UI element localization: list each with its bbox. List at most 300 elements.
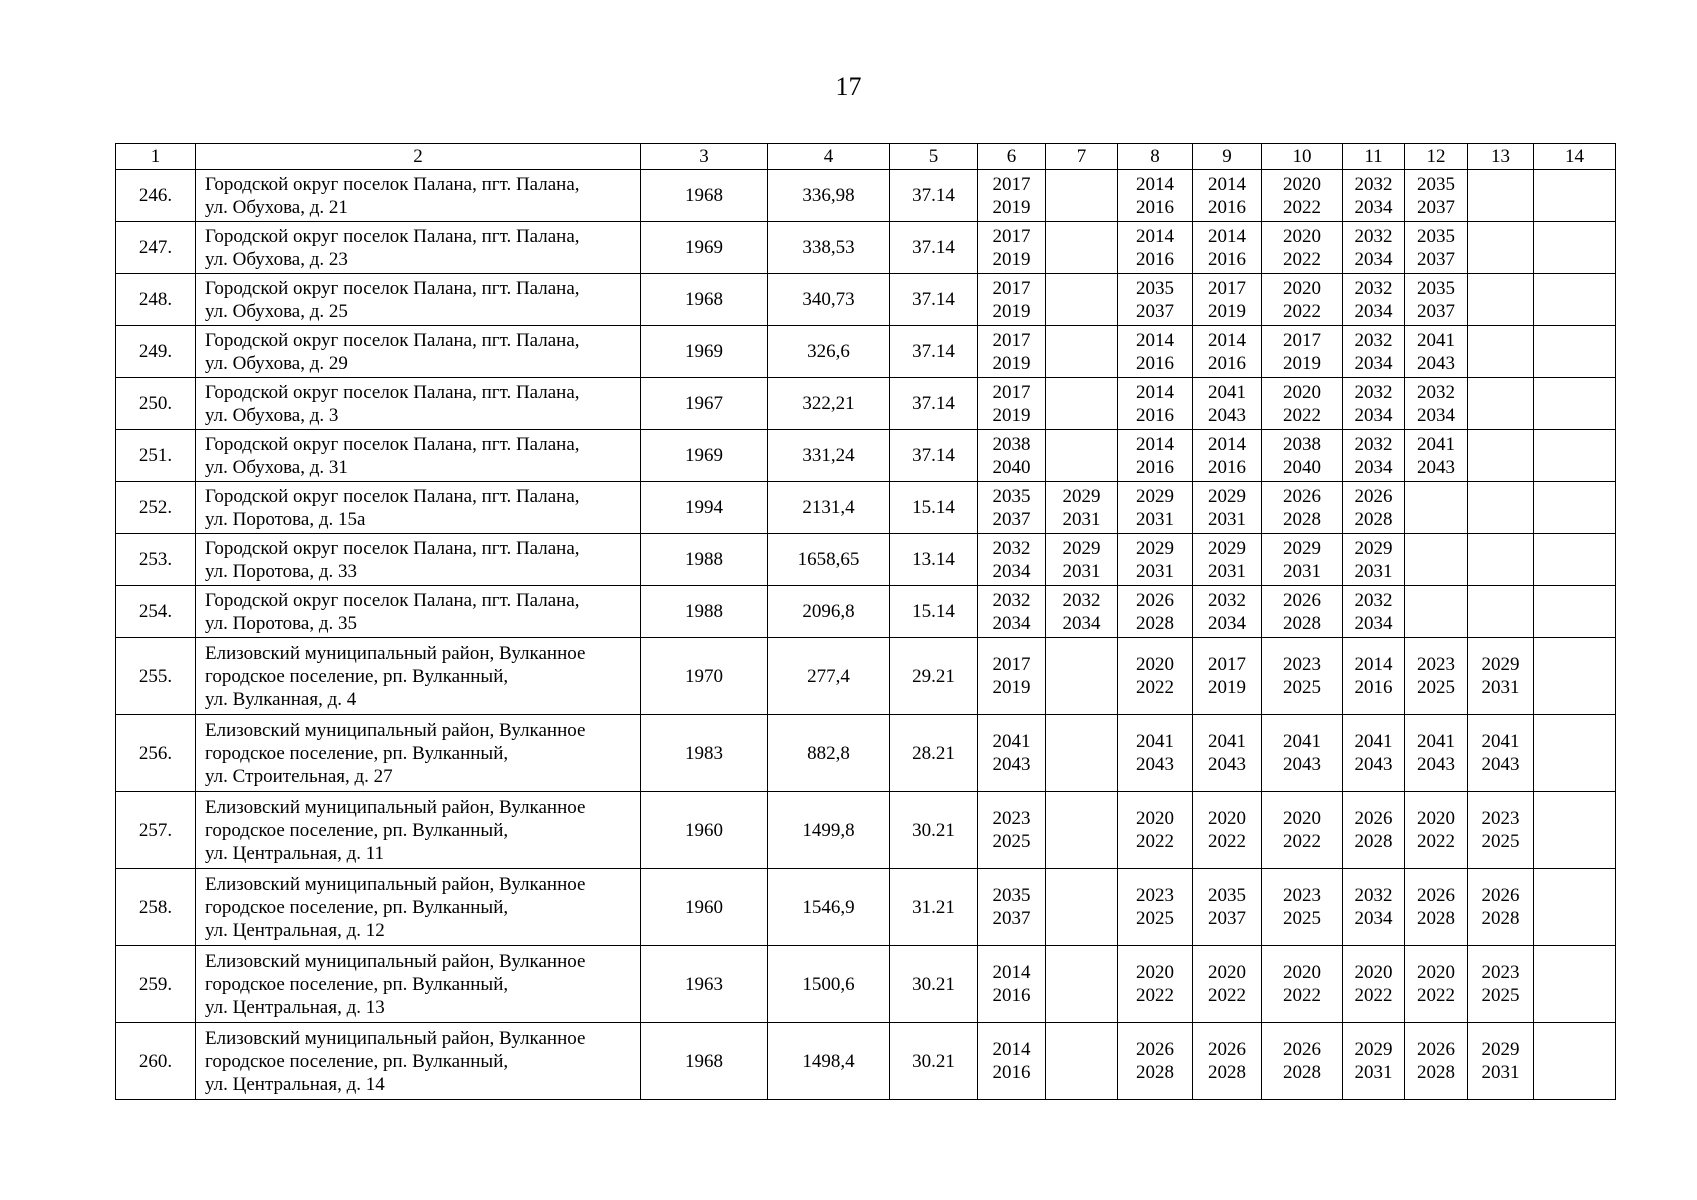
- period-start-year: 2029: [1481, 1039, 1520, 1060]
- address-line: ул. Центральная, д. 12: [205, 919, 385, 941]
- period-cell-col-8: [1118, 326, 1193, 378]
- period-cell-col-9: [1193, 170, 1262, 222]
- row-number-cell: 253.: [116, 534, 196, 586]
- period-end-year: 2025: [1136, 908, 1174, 929]
- period-cell-col-7: [1046, 274, 1118, 326]
- build-year-cell: 1967: [641, 378, 768, 430]
- period-end-year: 2034: [1354, 352, 1393, 374]
- address-line: ул. Обухова, д. 29: [205, 352, 348, 374]
- area-cell: 2131,4: [768, 482, 890, 534]
- period-cell-col-9: [1193, 378, 1262, 430]
- row-number-cell: 249.: [116, 326, 196, 378]
- period-end-year: 2016: [1136, 456, 1174, 478]
- period-start-year: 2014: [1208, 225, 1246, 247]
- period-start-year: 2032: [1354, 381, 1393, 403]
- address-line: ул. Обухова, д. 21: [205, 196, 348, 218]
- period-start-year: 2026: [1481, 885, 1520, 906]
- period-start-year: 2029: [1136, 485, 1174, 507]
- period-start-year: 2041: [992, 731, 1031, 752]
- period-cell-col-13: [1468, 430, 1534, 482]
- period-cell-col-10: [1262, 482, 1343, 534]
- period-end-year: 2028: [1354, 831, 1393, 852]
- build-year-cell: 1969: [641, 222, 768, 274]
- period-start-year: 2032: [1354, 433, 1393, 455]
- address-line: Городской округ поселок Палана, пгт. Палана,: [205, 381, 580, 403]
- period-end-year: 2028: [1283, 612, 1321, 634]
- period-cell-col-9: [1193, 430, 1262, 482]
- code-cell: 37.14: [890, 430, 978, 482]
- period-end-year: 2022: [1283, 248, 1321, 270]
- area-cell: 336,98: [768, 170, 890, 222]
- period-end-year: 2022: [1208, 985, 1246, 1006]
- area-cell: 326,6: [768, 326, 890, 378]
- period-start-year: 2014: [1208, 329, 1246, 351]
- period-start-year: 2032: [992, 537, 1031, 559]
- period-end-year: 2022: [1283, 831, 1321, 852]
- period-end-year: 2019: [992, 248, 1031, 270]
- period-cell-col-10: [1262, 430, 1343, 482]
- period-cell-col-6: [978, 430, 1046, 482]
- period-cell-col-9: [1193, 638, 1262, 715]
- period-cell-col-10: [1262, 869, 1343, 946]
- period-end-year: 2034: [1354, 300, 1393, 322]
- address-line: ул. Строительная, д. 27: [205, 765, 393, 787]
- column-number-10: 10: [1262, 144, 1343, 170]
- column-number-13: 13: [1468, 144, 1534, 170]
- period-start-year: 2041: [1417, 433, 1455, 455]
- period-cell-col-6: [978, 326, 1046, 378]
- row-number-cell: 257.: [116, 792, 196, 869]
- period-start-year: 2029: [1062, 485, 1101, 507]
- row-number-cell: 250.: [116, 378, 196, 430]
- code-cell: 37.14: [890, 326, 978, 378]
- build-year-cell: 1963: [641, 946, 768, 1023]
- period-cell-col-7: [1046, 946, 1118, 1023]
- period-end-year: 2022: [1283, 985, 1321, 1006]
- period-cell-col-13: [1468, 378, 1534, 430]
- period-start-year: 2029: [1062, 537, 1101, 559]
- period-end-year: 2037: [1417, 248, 1455, 270]
- period-start-year: 2014: [1136, 329, 1174, 351]
- period-start-year: 2020: [1354, 962, 1393, 983]
- period-end-year: 2016: [1208, 248, 1246, 270]
- period-start-year: 2017: [992, 381, 1031, 403]
- period-start-year: 2014: [1208, 173, 1246, 195]
- page-number: 17: [835, 72, 862, 101]
- period-start-year: 2041: [1417, 731, 1455, 752]
- period-start-year: 2026: [1283, 485, 1321, 507]
- row-number-cell: 247.: [116, 222, 196, 274]
- period-cell-col-12: [1405, 170, 1468, 222]
- address-cell: [196, 1023, 641, 1100]
- period-cell-col-14: [1534, 378, 1616, 430]
- period-start-year: 2017: [1208, 654, 1246, 675]
- column-number-row: [116, 144, 1616, 170]
- address-cell: [196, 869, 641, 946]
- column-number-6: 6: [978, 144, 1046, 170]
- period-cell-col-14: [1534, 274, 1616, 326]
- period-start-year: 2026: [1417, 1039, 1455, 1060]
- period-start-year: 2017: [992, 225, 1031, 247]
- period-end-year: 2043: [1417, 456, 1455, 478]
- period-cell-col-12: [1405, 946, 1468, 1023]
- table-row: [116, 638, 1616, 715]
- period-end-year: 2034: [1354, 612, 1393, 634]
- period-cell-col-10: [1262, 638, 1343, 715]
- period-end-year: 2034: [1208, 612, 1246, 634]
- period-end-year: 2016: [1354, 677, 1393, 698]
- table-body: [116, 170, 1616, 1100]
- period-cell-col-9: [1193, 222, 1262, 274]
- address-line: Городской округ поселок Палана, пгт. Палана,: [205, 277, 580, 299]
- period-cell-col-7: [1046, 586, 1118, 638]
- period-cell-col-8: [1118, 586, 1193, 638]
- period-cell-col-13: [1468, 482, 1534, 534]
- period-cell-col-11: [1343, 946, 1405, 1023]
- period-end-year: 2043: [1417, 754, 1455, 775]
- period-cell-col-13: [1468, 170, 1534, 222]
- period-start-year: 2041: [1354, 731, 1393, 752]
- table-row: [116, 586, 1616, 638]
- period-start-year: 2035: [1417, 277, 1455, 299]
- period-start-year: 2020: [1283, 381, 1321, 403]
- period-start-year: 2020: [1208, 962, 1246, 983]
- period-cell-col-12: [1405, 430, 1468, 482]
- period-end-year: 2028: [1417, 908, 1455, 929]
- period-cell-col-11: [1343, 222, 1405, 274]
- period-cell-col-13: [1468, 638, 1534, 715]
- period-cell-col-12: [1405, 586, 1468, 638]
- period-end-year: 2037: [1136, 300, 1174, 322]
- address-line: Городской округ поселок Палана, пгт. Палана,: [205, 433, 580, 455]
- period-start-year: 2035: [1136, 277, 1174, 299]
- period-cell-col-8: [1118, 792, 1193, 869]
- period-end-year: 2022: [1283, 196, 1321, 218]
- period-cell-col-11: [1343, 274, 1405, 326]
- period-start-year: 2023: [1136, 885, 1174, 906]
- period-cell-col-12: [1405, 792, 1468, 869]
- period-cell-col-14: [1534, 430, 1616, 482]
- period-end-year: 2022: [1208, 831, 1246, 852]
- period-cell-col-11: [1343, 482, 1405, 534]
- area-cell: 1498,4: [768, 1023, 890, 1100]
- period-cell-col-10: [1262, 222, 1343, 274]
- period-start-year: 2032: [1354, 885, 1393, 906]
- period-start-year: 2020: [1283, 808, 1321, 829]
- period-end-year: 2016: [1136, 404, 1174, 426]
- period-start-year: 2032: [1417, 381, 1455, 403]
- period-cell-col-8: [1118, 482, 1193, 534]
- period-start-year: 2026: [1136, 1039, 1174, 1060]
- period-start-year: 2029: [1208, 485, 1246, 507]
- period-cell-col-13: [1468, 869, 1534, 946]
- period-cell-col-10: [1262, 170, 1343, 222]
- period-start-year: 2017: [1208, 277, 1246, 299]
- period-start-year: 2014: [1136, 433, 1174, 455]
- period-cell-col-12: [1405, 222, 1468, 274]
- period-cell-col-14: [1534, 869, 1616, 946]
- address-line: городское поселение, рп. Вулканный,: [205, 896, 509, 918]
- period-start-year: 2020: [1283, 277, 1321, 299]
- period-start-year: 2041: [1417, 329, 1455, 351]
- code-cell: 30.21: [890, 792, 978, 869]
- period-cell-col-8: [1118, 638, 1193, 715]
- address-cell: [196, 482, 641, 534]
- period-cell-col-11: [1343, 586, 1405, 638]
- period-cell-col-8: [1118, 534, 1193, 586]
- build-year-cell: 1969: [641, 430, 768, 482]
- period-cell-col-8: [1118, 378, 1193, 430]
- period-end-year: 2031: [1354, 1062, 1393, 1083]
- row-number-cell: 256.: [116, 715, 196, 792]
- code-cell: 28.21: [890, 715, 978, 792]
- period-start-year: 2017: [992, 173, 1031, 195]
- period-end-year: 2016: [1136, 352, 1174, 374]
- build-year-cell: 1988: [641, 586, 768, 638]
- period-cell-col-7: [1046, 715, 1118, 792]
- table-row: [116, 869, 1616, 946]
- code-cell: 37.14: [890, 378, 978, 430]
- period-end-year: 2016: [1208, 456, 1246, 478]
- row-number-cell: 252.: [116, 482, 196, 534]
- address-line: Городской округ поселок Палана, пгт. Палана,: [205, 485, 580, 507]
- address-line: ул. Обухова, д. 25: [205, 300, 348, 322]
- period-cell-col-9: [1193, 1023, 1262, 1100]
- period-cell-col-12: [1405, 715, 1468, 792]
- period-start-year: 2038: [1283, 433, 1321, 455]
- period-cell-col-12: [1405, 274, 1468, 326]
- period-cell-col-13: [1468, 1023, 1534, 1100]
- period-cell-col-14: [1534, 170, 1616, 222]
- address-line: ул. Поротова, д. 33: [205, 560, 357, 582]
- period-start-year: 2029: [1354, 1039, 1393, 1060]
- address-line: городское поселение, рп. Вулканный,: [205, 973, 509, 995]
- address-cell: [196, 715, 641, 792]
- period-cell-col-12: [1405, 326, 1468, 378]
- period-end-year: 2028: [1136, 612, 1174, 634]
- table-row: [116, 326, 1616, 378]
- period-cell-col-7: [1046, 1023, 1118, 1100]
- period-cell-col-9: [1193, 586, 1262, 638]
- period-cell-col-13: [1468, 586, 1534, 638]
- column-number-12: 12: [1405, 144, 1468, 170]
- period-end-year: 2028: [1283, 508, 1321, 530]
- period-end-year: 2028: [1283, 1062, 1321, 1083]
- address-cell: [196, 586, 641, 638]
- period-end-year: 2037: [992, 508, 1031, 530]
- row-number-cell: 254.: [116, 586, 196, 638]
- area-cell: 1658,65: [768, 534, 890, 586]
- address-cell: [196, 378, 641, 430]
- period-cell-col-9: [1193, 792, 1262, 869]
- period-end-year: 2037: [1417, 300, 1455, 322]
- period-cell-col-7: [1046, 430, 1118, 482]
- table-row: [116, 1023, 1616, 1100]
- period-cell-col-8: [1118, 170, 1193, 222]
- period-end-year: 2034: [992, 612, 1031, 634]
- period-end-year: 2022: [1417, 831, 1455, 852]
- period-cell-col-10: [1262, 946, 1343, 1023]
- period-end-year: 2037: [1208, 908, 1246, 929]
- period-start-year: 2014: [1136, 381, 1174, 403]
- period-end-year: 2034: [1354, 908, 1393, 929]
- period-start-year: 2023: [992, 808, 1031, 829]
- period-start-year: 2023: [1481, 962, 1520, 983]
- period-start-year: 2020: [1283, 962, 1321, 983]
- period-end-year: 2034: [1354, 456, 1393, 478]
- period-end-year: 2022: [1136, 985, 1174, 1006]
- address-line: Городской округ поселок Палана, пгт. Палана,: [205, 329, 580, 351]
- period-end-year: 2028: [1417, 1062, 1455, 1083]
- period-end-year: 2040: [992, 456, 1031, 478]
- address-cell: [196, 792, 641, 869]
- address-line: ул. Центральная, д. 13: [205, 996, 385, 1018]
- period-end-year: 2025: [992, 831, 1031, 852]
- column-number-1: 1: [116, 144, 196, 170]
- period-cell-col-11: [1343, 534, 1405, 586]
- address-line: ул. Поротова, д. 15а: [205, 508, 366, 530]
- period-cell-col-10: [1262, 586, 1343, 638]
- period-end-year: 2019: [1208, 300, 1246, 322]
- period-start-year: 2026: [1208, 1039, 1246, 1060]
- table-row: [116, 378, 1616, 430]
- period-start-year: 2023: [1283, 654, 1321, 675]
- period-start-year: 2032: [1354, 173, 1393, 195]
- period-start-year: 2020: [1283, 225, 1321, 247]
- period-start-year: 2032: [1208, 589, 1246, 611]
- address-line: ул. Центральная, д. 14: [205, 1073, 385, 1095]
- period-start-year: 2014: [1208, 433, 1246, 455]
- period-cell-col-6: [978, 946, 1046, 1023]
- period-cell-col-10: [1262, 378, 1343, 430]
- period-end-year: 2022: [1417, 985, 1455, 1006]
- period-end-year: 2031: [1354, 560, 1393, 582]
- period-end-year: 2031: [1481, 677, 1520, 698]
- period-start-year: 2026: [1283, 1039, 1321, 1060]
- period-cell-col-11: [1343, 430, 1405, 482]
- address-line: Городской округ поселок Палана, пгт. Палана,: [205, 589, 580, 611]
- period-start-year: 2020: [1417, 808, 1455, 829]
- code-cell: 13.14: [890, 534, 978, 586]
- area-cell: 882,8: [768, 715, 890, 792]
- period-cell-col-7: [1046, 378, 1118, 430]
- row-number-cell: 260.: [116, 1023, 196, 1100]
- period-cell-col-13: [1468, 326, 1534, 378]
- period-end-year: 2034: [1354, 196, 1393, 218]
- period-cell-col-7: [1046, 534, 1118, 586]
- address-cell: [196, 946, 641, 1023]
- period-cell-col-10: [1262, 792, 1343, 869]
- area-cell: 1499,8: [768, 792, 890, 869]
- area-cell: 338,53: [768, 222, 890, 274]
- build-year-cell: 1968: [641, 1023, 768, 1100]
- address-line: ул. Вулканная, д. 4: [205, 688, 357, 710]
- row-number-cell: 258.: [116, 869, 196, 946]
- period-start-year: 2035: [1417, 173, 1455, 195]
- period-cell-col-7: [1046, 326, 1118, 378]
- build-year-cell: 1970: [641, 638, 768, 715]
- period-cell-col-9: [1193, 274, 1262, 326]
- period-end-year: 2031: [1283, 560, 1321, 582]
- period-end-year: 2028: [1208, 1062, 1246, 1083]
- column-number-14: 14: [1534, 144, 1616, 170]
- period-end-year: 2043: [1283, 754, 1321, 775]
- period-cell-col-10: [1262, 534, 1343, 586]
- period-cell-col-13: [1468, 534, 1534, 586]
- period-end-year: 2031: [1481, 1062, 1520, 1083]
- address-line: городское поселение, рп. Вулканный,: [205, 665, 509, 687]
- period-end-year: 2022: [1283, 300, 1321, 322]
- period-end-year: 2016: [1208, 196, 1246, 218]
- period-cell-col-11: [1343, 378, 1405, 430]
- table-row: [116, 430, 1616, 482]
- code-cell: 30.21: [890, 946, 978, 1023]
- period-end-year: 2031: [1062, 560, 1101, 582]
- period-cell-col-11: [1343, 792, 1405, 869]
- address-line: Елизовский муниципальный район, Вулканное: [205, 642, 586, 664]
- period-end-year: 2016: [1136, 196, 1174, 218]
- code-cell: 30.21: [890, 1023, 978, 1100]
- period-cell-col-10: [1262, 715, 1343, 792]
- period-end-year: 2025: [1481, 985, 1520, 1006]
- build-year-cell: 1983: [641, 715, 768, 792]
- period-start-year: 2035: [992, 485, 1031, 507]
- period-end-year: 2019: [992, 300, 1031, 322]
- period-end-year: 2016: [992, 985, 1031, 1006]
- period-cell-col-9: [1193, 534, 1262, 586]
- period-end-year: 2022: [1136, 677, 1174, 698]
- address-line: ул. Обухова, д. 23: [205, 248, 348, 270]
- table-row: [116, 170, 1616, 222]
- period-start-year: 2023: [1417, 654, 1455, 675]
- address-line: Городской округ поселок Палана, пгт. Палана,: [205, 537, 580, 559]
- column-number-8: 8: [1118, 144, 1193, 170]
- period-end-year: 2043: [1354, 754, 1393, 775]
- build-year-cell: 1968: [641, 170, 768, 222]
- period-cell-col-12: [1405, 378, 1468, 430]
- period-start-year: 2038: [992, 433, 1031, 455]
- period-cell-col-13: [1468, 274, 1534, 326]
- column-number-11: 11: [1343, 144, 1405, 170]
- period-start-year: 2041: [1481, 731, 1520, 752]
- period-end-year: 2031: [1208, 560, 1246, 582]
- period-end-year: 2043: [1208, 404, 1246, 426]
- period-cell-col-11: [1343, 170, 1405, 222]
- period-start-year: 2014: [992, 1039, 1031, 1060]
- period-cell-col-6: [978, 1023, 1046, 1100]
- period-start-year: 2020: [1136, 654, 1174, 675]
- period-start-year: 2023: [1481, 808, 1520, 829]
- area-cell: 277,4: [768, 638, 890, 715]
- period-start-year: 2020: [1136, 808, 1174, 829]
- period-cell-col-13: [1468, 222, 1534, 274]
- period-cell-col-7: [1046, 222, 1118, 274]
- period-start-year: 2035: [1417, 225, 1455, 247]
- period-cell-col-14: [1534, 1023, 1616, 1100]
- period-cell-col-9: [1193, 869, 1262, 946]
- address-line: ул. Обухова, д. 31: [205, 456, 348, 478]
- period-end-year: 2022: [1354, 985, 1393, 1006]
- period-cell-col-8: [1118, 869, 1193, 946]
- period-start-year: 2029: [1136, 537, 1174, 559]
- address-line: Елизовский муниципальный район, Вулканное: [205, 950, 586, 972]
- period-end-year: 2019: [992, 404, 1031, 426]
- period-start-year: 2035: [1208, 885, 1246, 906]
- row-number-cell: 259.: [116, 946, 196, 1023]
- table-row: [116, 534, 1616, 586]
- period-cell-col-6: [978, 792, 1046, 869]
- period-start-year: 2029: [1208, 537, 1246, 559]
